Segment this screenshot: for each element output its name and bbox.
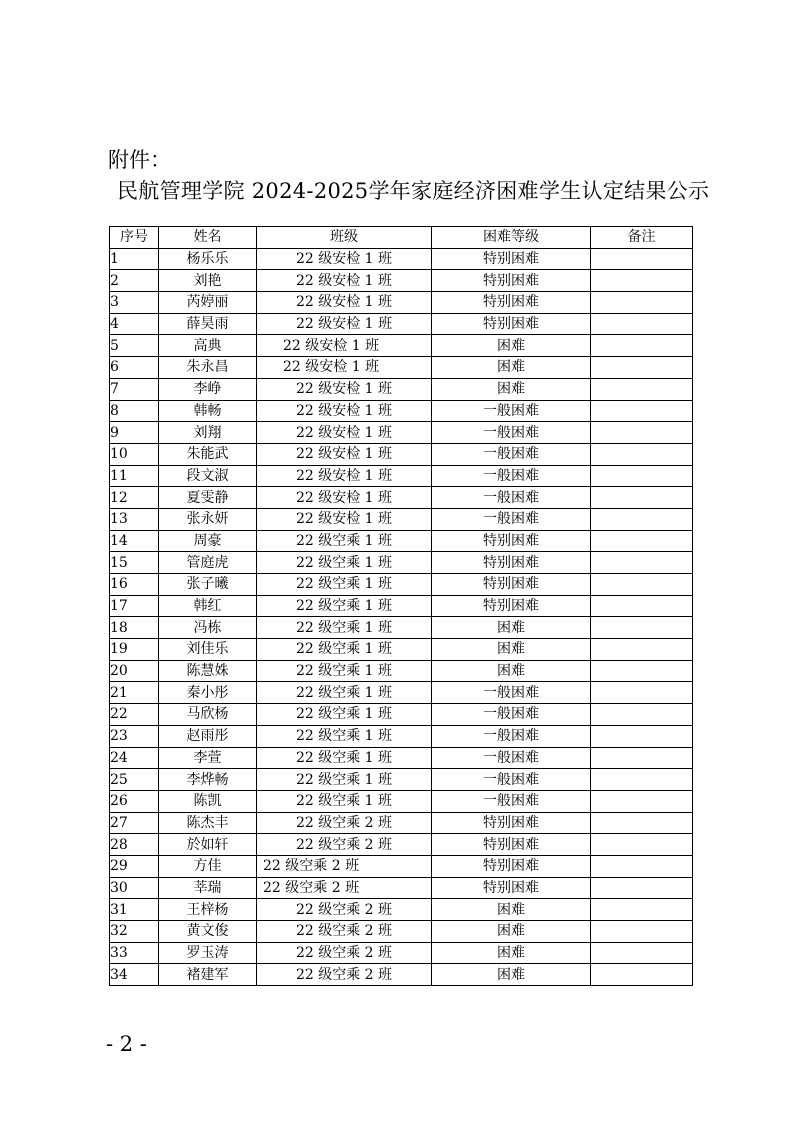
cell-level: 特别困难 <box>432 313 591 335</box>
cell-note <box>591 487 693 509</box>
cell-name: 李烨畅 <box>159 769 257 791</box>
cell-class: 22 级空乘 2 班 <box>257 812 432 834</box>
cell-name: 冯栋 <box>159 617 257 639</box>
column-header-name: 姓名 <box>159 227 257 249</box>
cell-class: 22 级空乘 1 班 <box>257 639 432 661</box>
cell-class: 22 级安检 1 班 <box>257 508 432 530</box>
cell-no: 11 <box>110 465 159 487</box>
cell-name: 刘翔 <box>159 422 257 444</box>
cell-name: 芮婷丽 <box>159 292 257 314</box>
cell-note <box>591 508 693 530</box>
cell-name: 罗玉涛 <box>159 942 257 964</box>
cell-level: 一般困难 <box>432 443 591 465</box>
table-row <box>110 443 693 465</box>
cell-level: 困难 <box>432 921 591 943</box>
cell-name: 黄文俊 <box>159 921 257 943</box>
cell-name: 赵雨彤 <box>159 725 257 747</box>
column-header-note: 备注 <box>591 227 693 249</box>
table-row <box>110 422 693 444</box>
cell-note <box>591 595 693 617</box>
cell-level: 困难 <box>432 357 591 379</box>
cell-no: 8 <box>110 400 159 422</box>
cell-name: 管庭虎 <box>159 552 257 574</box>
cell-class: 22 级空乘 2 班 <box>257 964 432 986</box>
cell-note <box>591 552 693 574</box>
cell-level: 困难 <box>432 942 591 964</box>
cell-class: 22 级空乘 2 班 <box>257 855 432 877</box>
cell-level: 困难 <box>432 899 591 921</box>
cell-name: 韩红 <box>159 595 257 617</box>
table-row <box>110 487 693 509</box>
cell-level: 困难 <box>432 660 591 682</box>
table-row <box>110 660 693 682</box>
cell-note <box>591 899 693 921</box>
cell-note <box>591 248 693 270</box>
cell-class: 22 级空乘 1 班 <box>257 552 432 574</box>
cell-note <box>591 617 693 639</box>
cell-no: 12 <box>110 487 159 509</box>
table-row <box>110 790 693 812</box>
table-row <box>110 747 693 769</box>
cell-class: 22 级安检 1 班 <box>257 443 432 465</box>
cell-name: 薛昊雨 <box>159 313 257 335</box>
cell-name: 陈慧姝 <box>159 660 257 682</box>
cell-note <box>591 270 693 292</box>
cell-note <box>591 855 693 877</box>
table-row <box>110 899 693 921</box>
cell-level: 一般困难 <box>432 769 591 791</box>
cell-class: 22 级安检 1 班 <box>257 465 432 487</box>
cell-name: 杨乐乐 <box>159 248 257 270</box>
cell-level: 一般困难 <box>432 465 591 487</box>
cell-class: 22 级安检 1 班 <box>257 422 432 444</box>
table-row <box>110 378 693 400</box>
cell-level: 特别困难 <box>432 855 591 877</box>
cell-class: 22 级空乘 1 班 <box>257 704 432 726</box>
cell-no: 27 <box>110 812 159 834</box>
table-row <box>110 877 693 899</box>
cell-note <box>591 465 693 487</box>
cell-class: 22 级空乘 1 班 <box>257 790 432 812</box>
cell-class: 22 级空乘 1 班 <box>257 725 432 747</box>
cell-note <box>591 639 693 661</box>
table-row <box>110 921 693 943</box>
cell-no: 29 <box>110 855 159 877</box>
cell-level: 困难 <box>432 335 591 357</box>
cell-class: 22 级空乘 2 班 <box>257 921 432 943</box>
cell-no: 6 <box>110 357 159 379</box>
cell-no: 26 <box>110 790 159 812</box>
table-row <box>110 292 693 314</box>
cell-note <box>591 769 693 791</box>
cell-name: 褚建军 <box>159 964 257 986</box>
cell-note <box>591 834 693 856</box>
table-row <box>110 812 693 834</box>
cell-level: 特别困难 <box>432 530 591 552</box>
cell-level: 特别困难 <box>432 812 591 834</box>
attachment-label: 附件： <box>108 148 171 172</box>
cell-name: 夏雯静 <box>159 487 257 509</box>
cell-note <box>591 790 693 812</box>
table-row <box>110 552 693 574</box>
cell-level: 一般困难 <box>432 704 591 726</box>
cell-class: 22 级安检 1 班 <box>257 400 432 422</box>
page-number: - 2 - <box>106 1032 147 1056</box>
cell-name: 陈杰丰 <box>159 812 257 834</box>
cell-class: 22 级安检 1 班 <box>257 248 432 270</box>
cell-note <box>591 422 693 444</box>
cell-class: 22 级安检 1 班 <box>257 487 432 509</box>
cell-no: 34 <box>110 964 159 986</box>
table-row <box>110 574 693 596</box>
cell-note <box>591 443 693 465</box>
cell-name: 段文淑 <box>159 465 257 487</box>
cell-note <box>591 357 693 379</box>
cell-name: 马欣杨 <box>159 704 257 726</box>
table-body <box>110 248 693 985</box>
cell-no: 15 <box>110 552 159 574</box>
cell-class: 22 级空乘 1 班 <box>257 617 432 639</box>
cell-class: 22 级空乘 2 班 <box>257 942 432 964</box>
cell-note <box>591 335 693 357</box>
cell-no: 25 <box>110 769 159 791</box>
cell-note <box>591 660 693 682</box>
cell-no: 32 <box>110 921 159 943</box>
cell-level: 困难 <box>432 639 591 661</box>
cell-class: 22 级安检 1 班 <box>257 335 432 357</box>
cell-class: 22 级空乘 2 班 <box>257 834 432 856</box>
cell-no: 3 <box>110 292 159 314</box>
cell-class: 22 级安检 1 班 <box>257 357 432 379</box>
cell-level: 特别困难 <box>432 248 591 270</box>
cell-name: 周豪 <box>159 530 257 552</box>
cell-level: 一般困难 <box>432 790 591 812</box>
table-row <box>110 964 693 986</box>
table-row <box>110 617 693 639</box>
cell-note <box>591 292 693 314</box>
table-row <box>110 313 693 335</box>
cell-class: 22 级空乘 1 班 <box>257 769 432 791</box>
table-row <box>110 270 693 292</box>
cell-class: 22 级空乘 1 班 <box>257 530 432 552</box>
cell-no: 23 <box>110 725 159 747</box>
cell-no: 7 <box>110 378 159 400</box>
table-row <box>110 769 693 791</box>
table-row <box>110 400 693 422</box>
table-header-row <box>110 227 693 249</box>
cell-name: 高典 <box>159 335 257 357</box>
cell-class: 22 级空乘 1 班 <box>257 595 432 617</box>
cell-note <box>591 378 693 400</box>
cell-note <box>591 877 693 899</box>
cell-level: 特别困难 <box>432 877 591 899</box>
cell-level: 特别困难 <box>432 270 591 292</box>
cell-no: 17 <box>110 595 159 617</box>
cell-note <box>591 964 693 986</box>
cell-no: 20 <box>110 660 159 682</box>
table-row <box>110 465 693 487</box>
cell-no: 31 <box>110 899 159 921</box>
table-row <box>110 248 693 270</box>
cell-name: 朱能武 <box>159 443 257 465</box>
cell-name: 李峥 <box>159 378 257 400</box>
cell-no: 33 <box>110 942 159 964</box>
column-header-class: 班级 <box>257 227 432 249</box>
table-row <box>110 834 693 856</box>
cell-name: 朱永昌 <box>159 357 257 379</box>
cell-no: 9 <box>110 422 159 444</box>
cell-level: 一般困难 <box>432 487 591 509</box>
cell-class: 22 级空乘 2 班 <box>257 877 432 899</box>
cell-no: 28 <box>110 834 159 856</box>
column-header-level: 困难等级 <box>432 227 591 249</box>
cell-name: 李萱 <box>159 747 257 769</box>
cell-name: 秦小彤 <box>159 682 257 704</box>
cell-no: 24 <box>110 747 159 769</box>
cell-name: 刘艳 <box>159 270 257 292</box>
cell-level: 特别困难 <box>432 292 591 314</box>
cell-level: 一般困难 <box>432 422 591 444</box>
cell-level: 特别困难 <box>432 595 591 617</box>
cell-no: 16 <box>110 574 159 596</box>
cell-no: 2 <box>110 270 159 292</box>
cell-note <box>591 921 693 943</box>
table-row <box>110 595 693 617</box>
table-row <box>110 508 693 530</box>
cell-level: 困难 <box>432 378 591 400</box>
table-row <box>110 530 693 552</box>
table-row <box>110 942 693 964</box>
cell-no: 5 <box>110 335 159 357</box>
cell-level: 特别困难 <box>432 552 591 574</box>
cell-note <box>591 574 693 596</box>
cell-no: 30 <box>110 877 159 899</box>
cell-note <box>591 530 693 552</box>
cell-no: 10 <box>110 443 159 465</box>
cell-name: 莘瑞 <box>159 877 257 899</box>
cell-class: 22 级安检 1 班 <box>257 270 432 292</box>
cell-no: 22 <box>110 704 159 726</box>
table-row <box>110 639 693 661</box>
cell-no: 14 <box>110 530 159 552</box>
table-row <box>110 725 693 747</box>
cell-name: 王梓杨 <box>159 899 257 921</box>
cell-note <box>591 942 693 964</box>
cell-class: 22 级安检 1 班 <box>257 313 432 335</box>
cell-note <box>591 704 693 726</box>
cell-name: 韩畅 <box>159 400 257 422</box>
cell-note <box>591 812 693 834</box>
document-title: 民航管理学院 2024-2025学年家庭经济困难学生认定结果公示 <box>117 179 710 203</box>
cell-note <box>591 400 693 422</box>
table-row <box>110 682 693 704</box>
table-row <box>110 855 693 877</box>
cell-name: 於如轩 <box>159 834 257 856</box>
cell-level: 一般困难 <box>432 508 591 530</box>
table-row <box>110 357 693 379</box>
column-header-no: 序号 <box>110 227 159 249</box>
cell-level: 特别困难 <box>432 834 591 856</box>
cell-no: 1 <box>110 248 159 270</box>
cell-level: 困难 <box>432 617 591 639</box>
cell-name: 刘佳乐 <box>159 639 257 661</box>
cell-no: 13 <box>110 508 159 530</box>
cell-name: 张子曦 <box>159 574 257 596</box>
cell-level: 一般困难 <box>432 747 591 769</box>
cell-level: 一般困难 <box>432 682 591 704</box>
cell-no: 19 <box>110 639 159 661</box>
cell-level: 一般困难 <box>432 725 591 747</box>
cell-note <box>591 313 693 335</box>
cell-no: 4 <box>110 313 159 335</box>
cell-class: 22 级空乘 1 班 <box>257 747 432 769</box>
cell-no: 18 <box>110 617 159 639</box>
cell-level: 特别困难 <box>432 574 591 596</box>
cell-level: 一般困难 <box>432 400 591 422</box>
cell-class: 22 级安检 1 班 <box>257 292 432 314</box>
cell-class: 22 级空乘 1 班 <box>257 660 432 682</box>
cell-class: 22 级空乘 2 班 <box>257 899 432 921</box>
cell-note <box>591 725 693 747</box>
cell-level: 困难 <box>432 964 591 986</box>
cell-class: 22 级安检 1 班 <box>257 378 432 400</box>
cell-class: 22 级空乘 1 班 <box>257 574 432 596</box>
student-table <box>109 226 693 986</box>
table-row <box>110 704 693 726</box>
cell-name: 方佳 <box>159 855 257 877</box>
cell-note <box>591 747 693 769</box>
cell-class: 22 级空乘 1 班 <box>257 682 432 704</box>
cell-no: 21 <box>110 682 159 704</box>
cell-note <box>591 682 693 704</box>
table-row <box>110 335 693 357</box>
cell-name: 张永妍 <box>159 508 257 530</box>
cell-name: 陈凯 <box>159 790 257 812</box>
